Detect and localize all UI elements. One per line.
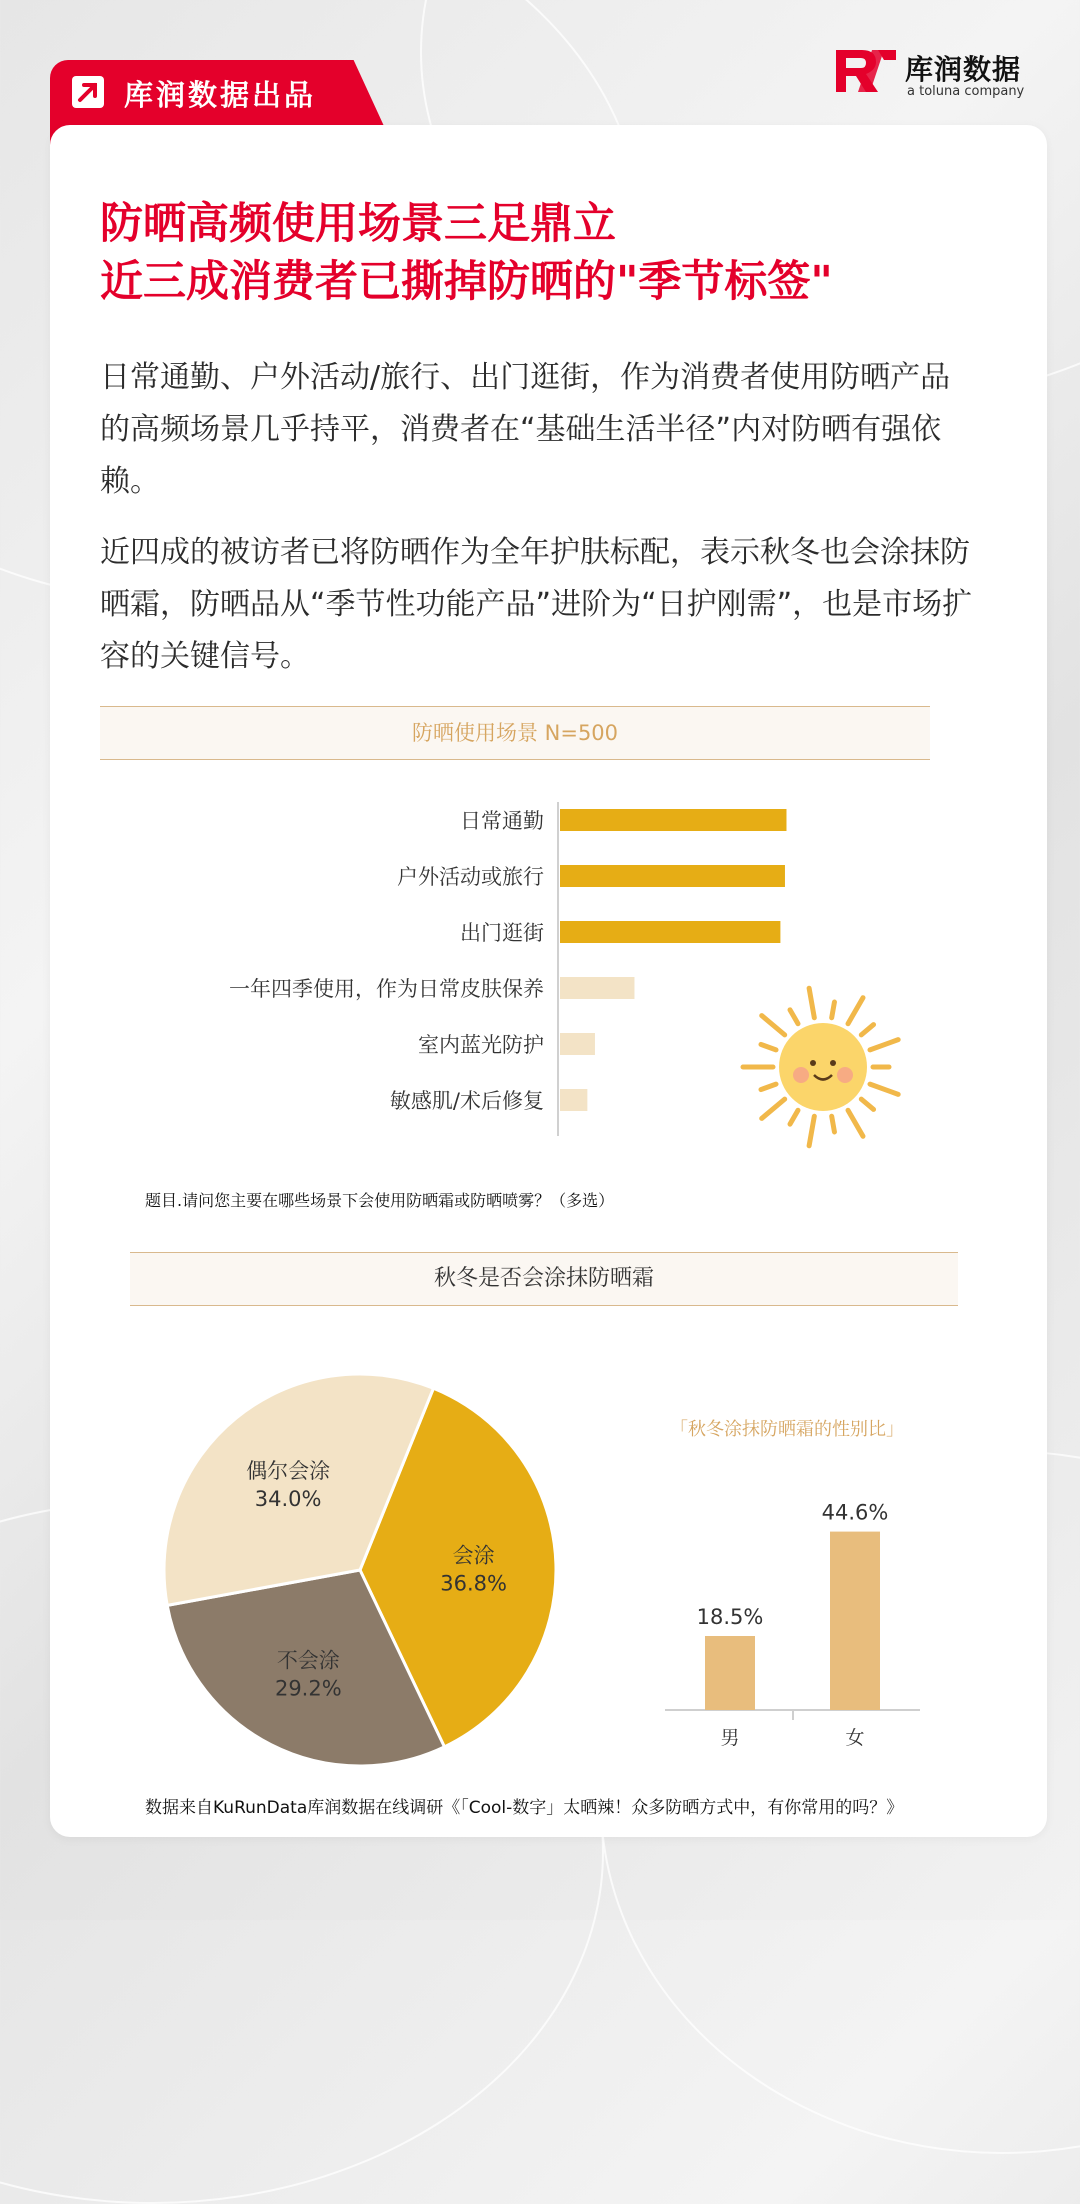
scene-category-label: 户外活动或旅行 [397,865,544,889]
gender-bar [705,1636,755,1710]
scene-category-label: 敏感肌/术后修复 [389,1089,544,1113]
sun-ray [848,1110,863,1136]
sun-ray [832,1002,835,1018]
gender-bar-value: 18.5% [696,1605,764,1629]
sun-ray [870,1040,898,1050]
sun-ray [848,998,863,1024]
scene-chart-title: 防晒使用场景 N=500 [100,706,930,760]
sun-ray [861,1099,873,1109]
title-line-2: 近三成消费者已撕掉防晒的"季节标签" [100,257,833,307]
paragraph-2: 近四成的被访者已将防晒作为全年护肤标配，表示秋冬也会涂抹防晒霜，防晒品从“季节性功能产品”进阶为“日护刚需”，也是市场扩容的关键信号。 [100,535,973,674]
sun-eye [830,1060,836,1066]
header-tab-label: 库润数据出品 [124,78,317,112]
gender-category-label: 女 [845,1727,865,1749]
brand-tagline: a toluna company [907,84,1025,99]
pie-chart [150,1360,570,1780]
scene-bar [560,921,780,943]
scene-category-label: 出门逛街 [460,921,544,945]
arrow-icon [70,74,106,110]
paragraph-1: 日常通勤、户外活动/旅行、出门逛街，作为消费者使用防晒产品的高频场景几乎持平，消费者在“基础生活半径”内对防晒有强依赖。 [100,360,951,499]
gender-bar-value: 44.6% [821,1500,889,1525]
sun-ray [762,1016,785,1035]
sun-ray [809,988,814,1018]
sun-ray [762,1099,785,1118]
scene-bar [560,1033,595,1055]
scene-category-label: 室内蓝光防护 [418,1033,544,1057]
pie-slice-value: 36.8% [440,1571,507,1596]
title-line-1: 防晒高频使用场景三足鼎立 [100,199,616,249]
scene-bar [560,1089,587,1111]
pie-slice-value: 29.2% [274,1676,342,1701]
sun-cheek [837,1067,853,1083]
sun-ray [861,1025,873,1035]
survey-question-note: 题目.请问您主要在哪些场景下会使用防晒霜或防晒喷雾？（多选） [145,1191,615,1210]
sun-ray [790,1010,798,1024]
gender-chart-title: 「秋冬涂抹防晒霜的性别比」 [670,1419,904,1440]
sun-cheek [793,1067,809,1083]
sun-ray [870,1084,898,1094]
page-title [100,195,833,311]
sun-face [779,1023,867,1111]
gender-category-label: 男 [720,1727,740,1749]
sun-illustration [728,985,918,1155]
scene-category-label: 一年四季使用，作为日常皮肤保养 [229,977,544,1001]
pie-slice-label: 不会涂 [276,1648,340,1673]
brand-logo-icon [832,46,898,96]
sun-ray [761,1084,776,1089]
pie-chart-title: 秋冬是否会涂抹防晒霜 [130,1252,958,1306]
pie-slice-value: 34.0% [254,1486,322,1511]
footer-source: 数据来自KuRunData库润数据在线调研《「Cool-数字」太晒辣！众多防晒方式中，有你常用的吗？》 [145,1798,904,1818]
scene-bar [560,809,786,831]
sun-ray [809,1116,814,1146]
gender-bar [830,1532,880,1710]
brand-name: 库润数据 [905,53,1022,86]
sun-ray [761,1044,776,1049]
gender-bar-chart [660,1490,930,1760]
pie-slice-label: 偶尔会涂 [246,1458,331,1483]
scene-category-label: 日常通勤 [460,809,544,833]
pie-slice-label: 会涂 [452,1543,495,1568]
sun-eye [810,1060,816,1066]
scene-bar [560,865,785,887]
sun-ray [790,1110,798,1124]
scene-bar [560,977,634,999]
sun-ray [832,1116,835,1132]
